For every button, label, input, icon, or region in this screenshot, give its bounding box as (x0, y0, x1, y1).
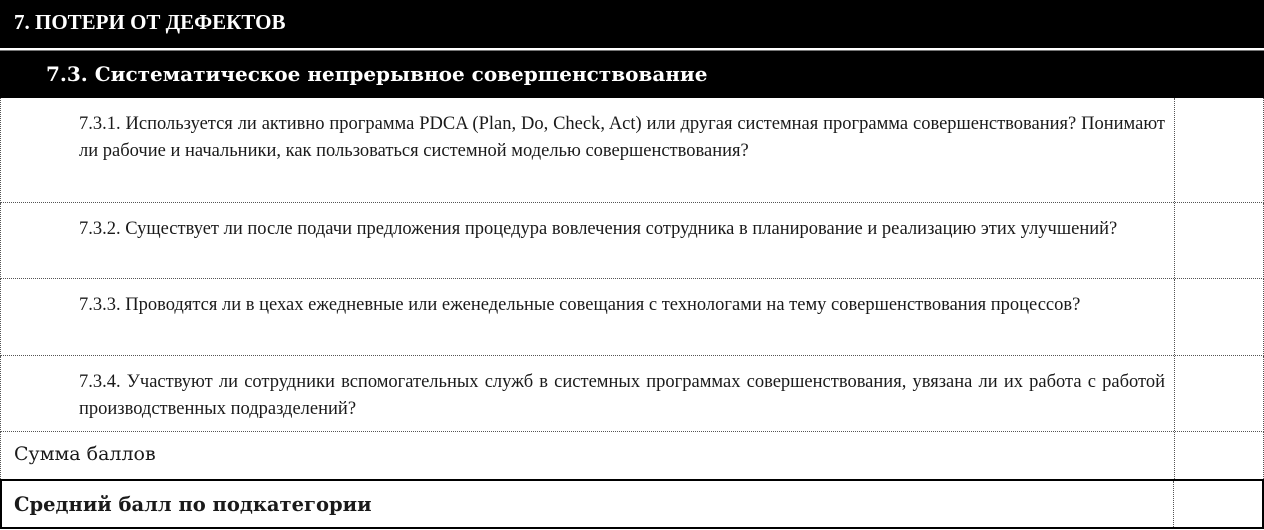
subsection-header: 7.3. Систематическое непрерывное совершенствование (0, 50, 1264, 98)
question-text: 7.3.1. Используется ли активно программа PDCA (Plan, Do, Check, Act) или другая системная программа совершенствования? Понимают ли рабочие и начальники, как пользоваться системной моделью совершенствования? (79, 114, 1165, 161)
sum-score-cell[interactable] (1174, 432, 1263, 479)
average-score-cell[interactable] (1173, 481, 1262, 527)
score-cell[interactable] (1174, 279, 1263, 355)
question-row (0, 98, 1264, 203)
question-text: 7.3.3. Проводятся ли в цехах ежедневные или еженедельные совещания с технологами на тему совершенствования процессов? (79, 295, 1081, 315)
section-header: 7. ПОТЕРИ ОТ ДЕФЕКТОВ (0, 0, 1264, 48)
average-row (0, 479, 1264, 529)
sum-row (0, 432, 1264, 479)
question-text: 7.3.2. Существует ли после подачи предложения процедура вовлечения сотрудника в планирование и реализацию этих улучшений? (79, 219, 1118, 239)
question-row (0, 279, 1264, 356)
question-row (0, 203, 1264, 279)
question-text: 7.3.4. Участвуют ли сотрудники вспомогательных служб в системных программах совершенствования, увязана ли их работа с работой производственных подразделений? (79, 372, 1165, 419)
average-label: Средний балл по подкатегории (14, 493, 372, 516)
score-cell[interactable] (1174, 98, 1263, 202)
sum-label: Сумма баллов (14, 443, 156, 465)
question-row (0, 356, 1264, 432)
score-cell[interactable] (1174, 203, 1263, 278)
score-cell[interactable] (1174, 356, 1263, 431)
